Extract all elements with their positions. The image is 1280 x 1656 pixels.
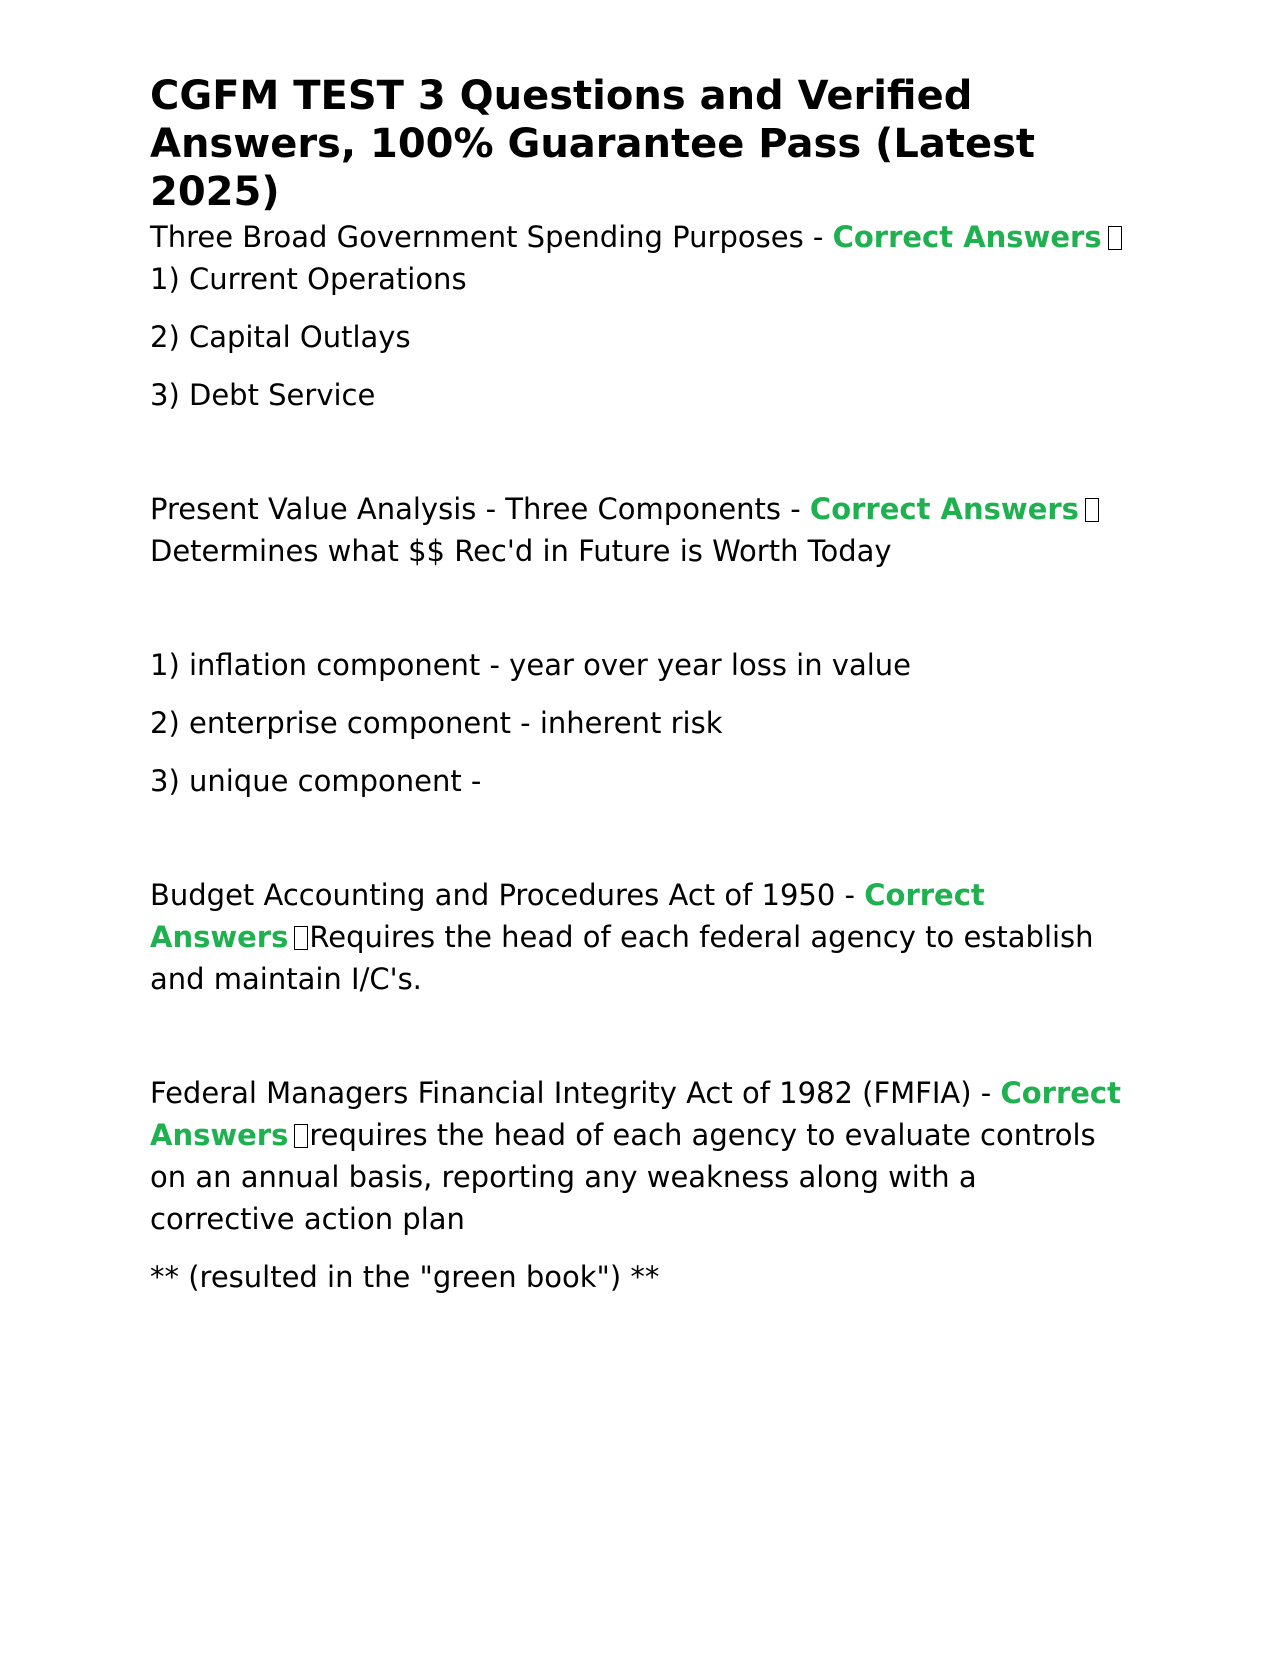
question-line [150,874,1130,1000]
qa-item [150,874,1130,1000]
answer-line: 3) unique component - [150,764,482,798]
answer-line: 2) enterprise component - inherent risk [150,706,723,740]
box-icon [1085,498,1099,522]
answer-text: Determines what $$ Rec'd in Future is Worth Today [150,534,892,568]
qa-item [150,1072,1130,1298]
box-icon [1108,226,1122,250]
answer-text: Requires the head of each federal agency to establish and maintain I/C's. [150,920,1094,996]
answer-line: 3) Debt Service [150,378,376,412]
question-text: Federal Managers Financial Integrity Act of 1982 (FMFIA) - [150,1076,1001,1110]
qa-item [150,216,1130,416]
answer-line: 2) Capital Outlays [150,320,411,354]
answer-line: ** (resulted in the "green book") ** [150,1260,660,1294]
question-line [150,216,1130,300]
box-icon [294,1124,308,1148]
question-text: Present Value Analysis - Three Components - [150,492,810,526]
correct-answers-label: Correct Answers [150,878,985,954]
question-text: Three Broad Government Spending Purposes - [150,220,833,254]
answer-text: 1) Current Operations [150,262,467,296]
correct-answers-label: Correct Answers [809,492,1079,526]
question-line [150,1072,1130,1240]
answer-text: requires the head of each agency to evaluate controls on an annual basis, reporting any weakness along with a corrective action plan [150,1118,1096,1236]
qa-item [150,488,1130,802]
correct-answers-label: Correct Answers [150,1076,1121,1152]
document-title: CGFM TEST 3 Questions and Verified Answers, 100% Guarantee Pass (Latest 2025) [150,73,1035,215]
box-icon [294,926,308,950]
question-line [150,488,1130,572]
correct-answers-label: Correct Answers [832,220,1102,254]
question-text: Budget Accounting and Procedures Act of 1950 - [150,878,865,912]
answer-line: 1) inflation component - year over year loss in value [150,648,912,682]
document-page [150,72,1130,1298]
